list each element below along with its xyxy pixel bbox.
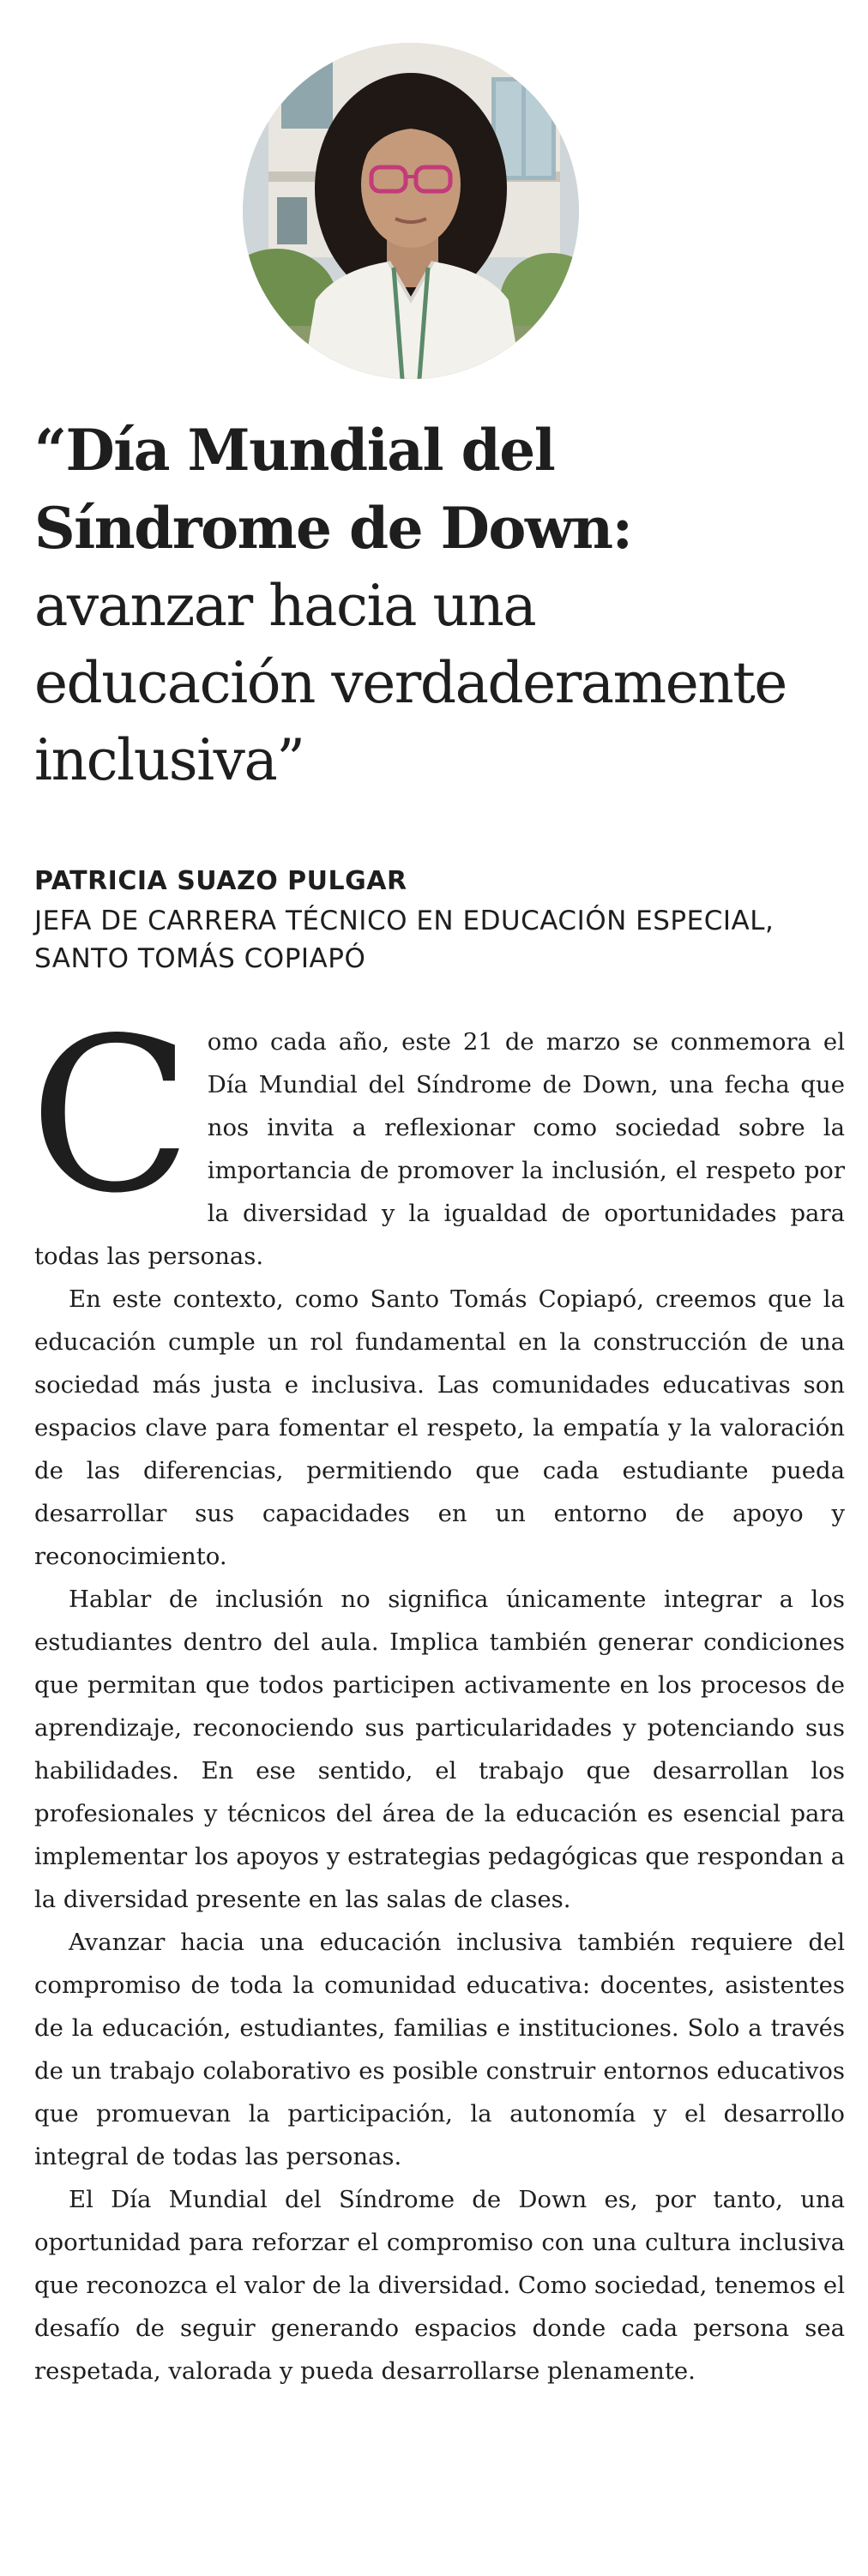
article-paragraph: El Día Mundial del Síndrome de Down es, por tanto, una oportunidad para reforzar el compromiso con una cultura inclusiva que reconozca el valor de la diversidad. Como sociedad, tenemos el desafío de seguir generando espacios donde cada persona sea respetada, valorada y pueda desarrollarse plenamente. xyxy=(34,2186,845,2385)
headline-bold-part: “Día Mundial del Síndrome de Down: xyxy=(34,417,632,562)
drop-cap: C xyxy=(29,993,192,1240)
article-paragraph xyxy=(29,993,845,1278)
headline-regular-part: avanzar hacia una educación verdaderamente inclusiva” xyxy=(34,573,787,793)
author-role: JEFA DE CARRERA TÉCNICO EN EDUCACIÓN ESPECIAL, SANTO TOMÁS COPIAPÓ xyxy=(34,906,775,974)
headline xyxy=(34,412,823,799)
author-portrait xyxy=(243,43,579,379)
article-paragraph: Hablar de inclusión no significa únicamente integrar a los estudiantes dentro del aula. Implica también generar condiciones que permitan que todos participen activamente en los procesos de aprendizaje, reconociendo sus particularidades y potenciando sus habilidades. En ese sentido, el trabajo que desarrollan los profesionales y técnicos del área de la educación es esencial para implementar los apoyos y estrategias pedagógicas que respondan a la diversidad presente en las salas de clases. xyxy=(34,1586,845,1913)
article-paragraph: En este contexto, como Santo Tomás Copiapó, creemos que la educación cumple un rol fundamental en la construcción de una sociedad más justa e inclusiva. Las comunidades educativas son espacios clave para fomentar el respeto, la empatía y la valoración de las diferencias, permitiendo que cada estudiante pueda desarrollar sus capacidades en un entorno de apoyo y reconocimiento. xyxy=(34,1285,845,1570)
article-body xyxy=(29,993,845,2392)
paragraph-text: omo cada año, este 21 de marzo se conmemora el Día Mundial del Síndrome de Down, una fecha que nos invita a reflexionar como sociedad sobre la importancia de promover la inclusión, el respeto por la diversidad y la igualdad de oportunidades para todas las personas. xyxy=(34,1028,845,1270)
author-name: PATRICIA SUAZO PULGAR xyxy=(34,866,407,896)
article-paragraph: Avanzar hacia una educación inclusiva también requiere del compromiso de toda la comunidad educativa: docentes, asistentes de la educación, estudiantes, familias e instituciones. Solo a través de un trabajo colaborativo es posible construir entornos educativos que promuevan la participación, la autonomía y el desarrollo integral de todas las personas. xyxy=(34,1929,845,2170)
author-photo-illustration xyxy=(243,43,579,379)
